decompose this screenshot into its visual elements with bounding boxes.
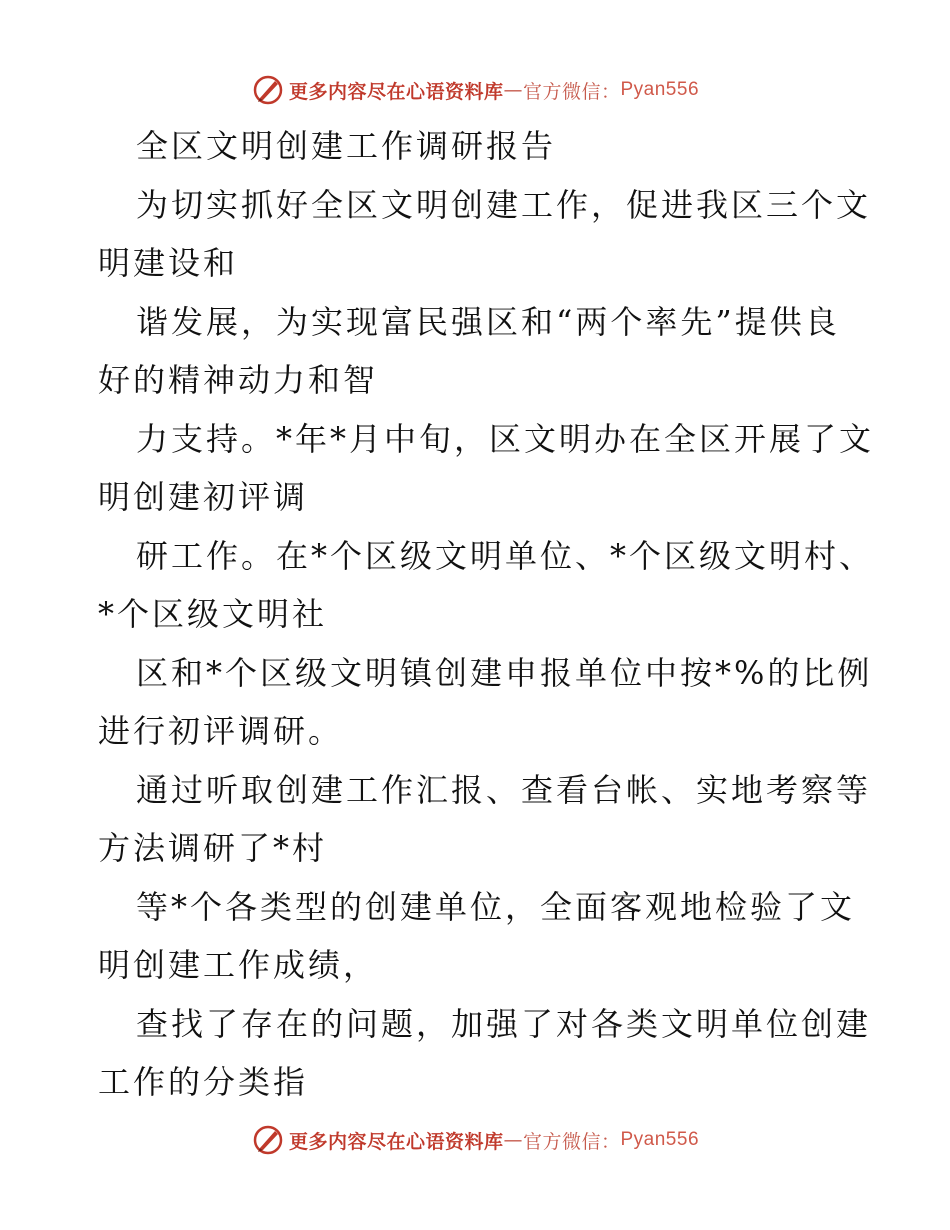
watermark-separator: — [503, 79, 523, 101]
paragraph-line: 进行初评调研。 [98, 712, 344, 750]
quill-pen-icon [251, 1123, 285, 1157]
watermark-wechat-id: Pyan556 [620, 1129, 700, 1150]
paragraph-line: 研工作。在*个区级文明单位、*个区级文明村、 [136, 536, 875, 575]
watermark-sub-text: 官方微信： [522, 1130, 621, 1153]
paragraph-line: 区和*个区级文明镇创建申报单位中按*%的比例 [136, 653, 873, 692]
watermark-wechat-id: Pyan556 [620, 79, 700, 100]
paragraph-line: 查找了存在的问题，加强了对各类文明单位创建 [136, 1004, 872, 1043]
paragraph-line: 谐发展，为实现富民强区和“两个率先”提供良 [136, 302, 840, 341]
paragraph-line: 明建设和 [98, 244, 239, 282]
document-body [98, 117, 875, 1112]
paragraph-line: 方法调研了*村 [98, 829, 328, 867]
paragraph-line: 等*个各类型的创建单位，全面客观地检验了文 [136, 887, 856, 926]
header-watermark [0, 70, 950, 110]
paragraph-line: *个区级文明社 [98, 595, 328, 633]
paragraph-line: 好的精神动力和智 [98, 361, 379, 399]
paragraph-line: 明创建初评调 [98, 478, 309, 516]
paragraph-line: 为切实抓好全区文明创建工作，促进我区三个文 [136, 185, 872, 224]
quill-pen-icon [251, 73, 285, 107]
paragraph-line: 通过听取创建工作汇报、查看台帐、实地考察等 [136, 770, 872, 809]
paragraph-line: 工作的分类指 [98, 1063, 309, 1101]
watermark-main-text: 更多内容尽在心语资料库 [288, 1130, 504, 1153]
footer-watermark [0, 1120, 950, 1160]
paragraph-line: 力支持。*年*月中旬，区文明办在全区开展了文 [136, 419, 875, 458]
watermark-sub-text: 官方微信： [522, 80, 621, 103]
paragraph-line: 明创建工作成绩， [98, 946, 379, 984]
document-title: 全区文明创建工作调研报告 [136, 127, 557, 165]
watermark-main-text: 更多内容尽在心语资料库 [288, 80, 504, 103]
watermark-separator: — [503, 1129, 523, 1151]
